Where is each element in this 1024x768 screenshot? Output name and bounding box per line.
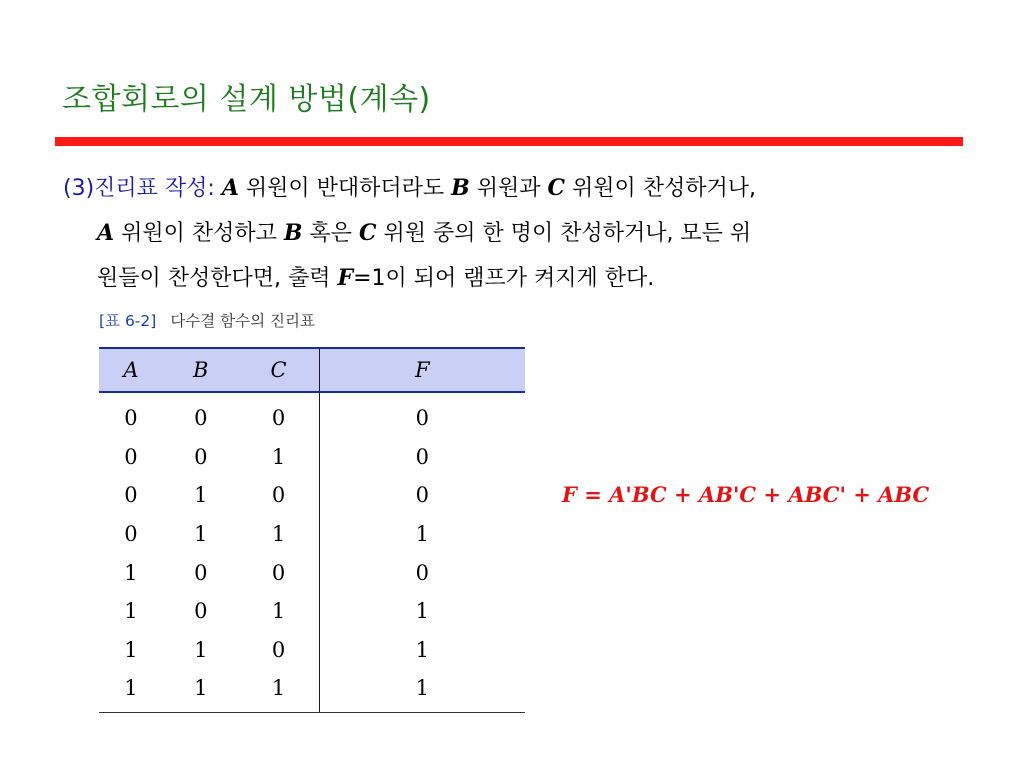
- cell-c: 1: [271, 599, 286, 624]
- var-a: A: [221, 175, 239, 201]
- text-segment: 위원과: [469, 176, 548, 201]
- text-segment: 위원이 찬성하고: [114, 221, 284, 246]
- cell-f: 0: [319, 553, 525, 592]
- text-segment: 원들이 찬성한다면, 출력: [97, 266, 338, 291]
- cell-f: 0: [319, 392, 525, 438]
- var-b: B: [283, 220, 303, 246]
- cell-c: 0: [271, 483, 286, 508]
- cell-f: 1: [319, 631, 525, 670]
- table-caption: [99, 309, 315, 331]
- cell-a: 0: [124, 522, 138, 547]
- header-a: A: [99, 348, 163, 392]
- cell-a: 1: [124, 560, 138, 585]
- cell-c: 1: [271, 522, 286, 547]
- table-row: [99, 438, 525, 477]
- paragraph-line-3: [63, 256, 963, 301]
- header-b: B: [163, 348, 239, 392]
- truth-table: [99, 347, 525, 713]
- table-row: [99, 592, 525, 631]
- cell-a: 1: [124, 599, 138, 624]
- title-divider: [55, 137, 963, 146]
- description-paragraph: [63, 166, 963, 301]
- cell-c: 0: [271, 406, 286, 431]
- text-segment: 위원 중의 한 명이 찬성하거나, 모든 위: [376, 221, 752, 246]
- cell-b: 0: [194, 560, 208, 585]
- table-number: [표 6-2]: [99, 312, 157, 330]
- paragraph-line-1: [63, 166, 963, 211]
- cell-a: 0: [124, 406, 138, 431]
- table-row: [99, 515, 525, 554]
- table-row: [99, 631, 525, 670]
- cell-a: 0: [124, 444, 138, 469]
- table-row: [99, 476, 525, 515]
- cell-b: 0: [194, 599, 208, 624]
- cell-c: 0: [271, 560, 286, 585]
- boolean-formula: F = A'BC + AB'C + ABC' + ABC: [562, 482, 930, 507]
- truth-table-header: [99, 348, 525, 392]
- cell-c: 0: [271, 637, 286, 662]
- var-b: B: [451, 175, 470, 201]
- text-segment: =1이 되어 램프가 켜지게 한다.: [353, 266, 655, 291]
- var-c: C: [358, 220, 377, 246]
- cell-b: 0: [194, 444, 208, 469]
- cell-f: 0: [319, 438, 525, 477]
- slide-title: 조합회로의 설계 방법(계속): [62, 82, 431, 117]
- cell-b: 0: [194, 406, 208, 431]
- paragraph-line-2: [63, 211, 963, 256]
- cell-f: 1: [319, 515, 525, 554]
- cell-a: 0: [124, 483, 138, 508]
- text-segment: 위원이 찬성하거나,: [565, 176, 757, 201]
- truth-table-body: [99, 392, 525, 712]
- header-c: C: [239, 348, 319, 392]
- var-a: A: [97, 220, 115, 246]
- text-segment: 혹은: [302, 221, 359, 246]
- section-label: (3)진리표 작성:: [63, 176, 222, 201]
- cell-b: 1: [194, 483, 208, 508]
- table-row: [99, 669, 525, 712]
- cell-f: 0: [319, 476, 525, 515]
- cell-b: 1: [163, 669, 239, 712]
- cell-a: 1: [124, 637, 138, 662]
- cell-c: 1: [271, 444, 286, 469]
- cell-f: 1: [319, 592, 525, 631]
- var-c: C: [547, 175, 566, 201]
- cell-c: 1: [239, 669, 319, 712]
- table-row: [99, 392, 525, 438]
- cell-f: 1: [319, 669, 525, 712]
- table-caption-text: 다수결 함수의 진리표: [170, 312, 315, 330]
- header-f: F: [319, 348, 525, 392]
- cell-b: 1: [194, 637, 208, 662]
- cell-b: 1: [194, 522, 208, 547]
- table-row: [99, 553, 525, 592]
- text-segment: 위원이 반대하더라도: [238, 176, 452, 201]
- cell-a: 1: [99, 669, 163, 712]
- var-f: F: [337, 265, 354, 291]
